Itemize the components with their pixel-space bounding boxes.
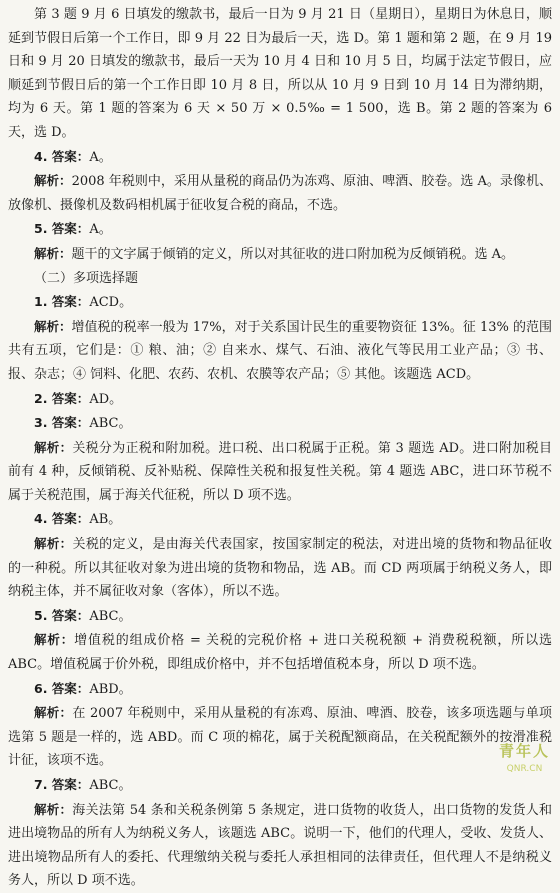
analysis-paragraph (8, 436, 552, 508)
analysis-paragraph (8, 169, 552, 217)
analysis-text: 关税的定义，是由海关代表国家，按国家制定的税法，对进出境的货物和物品征收的一种税。所以其征收对象为进出境的货物和物品，选 AB。而 CD 两项属于纳税义务人，即纳税主体，并不属征收对象（客体），所以不选。 (8, 537, 552, 600)
answer-line (8, 604, 552, 629)
answer-value: AB。 (89, 512, 122, 528)
answer-line (8, 677, 552, 702)
analysis-label: 解析： (34, 705, 73, 721)
watermark-logo-text: 青年人 (498, 742, 550, 761)
analysis-label: 解析： (34, 536, 73, 552)
analysis-text: 2008 年税则中，采用从量税的商品仍为冻鸡、原油、啤酒、胶卷。选 A。录像机、放像机、摄像机及数码相机属于征收复合税的商品，不选。 (8, 174, 552, 213)
answer-line (8, 507, 552, 532)
answer-value: A。 (89, 222, 112, 238)
answer-line (8, 387, 552, 412)
answer-value: A。 (89, 149, 112, 165)
answer-label: 5. 答案： (34, 607, 90, 623)
analysis-label: 解析： (34, 245, 72, 261)
answer-line (8, 145, 552, 170)
answer-label: 1. 答案： (34, 294, 90, 310)
analysis-label: 解析： (34, 632, 75, 648)
answer-line (8, 290, 552, 315)
analysis-text: 在 2007 年税则中，采用从量税的有冻鸡、原油、啤酒、胶卷，该多项选题与单项选第 5 题是一样的，选 ABD。而 C 项的棉花，属于关税配额商品，在关税配额外的按滑准税计征，该项不选。 (8, 706, 552, 769)
analysis-paragraph (8, 701, 552, 773)
analysis-text: 关税分为正税和附加税。进口税、出口税属于正税。第 3 题选 AD。进口附加税目前有 4 种，反倾销税、反补贴税、保障性关税和报复性关税。第 4 题选 ABC，进口环节税不属于关税范围，属于海关代征税，所以 D 项不选。 (8, 440, 552, 503)
answer-label: 5. 答案： (34, 221, 90, 237)
analysis-label: 解析： (34, 173, 72, 189)
answer-value: ABC。 (89, 778, 132, 793)
paragraph-intro: 第 3 题 9 月 6 日填发的缴款书，最后一日为 9 月 21 日（星期日），星期日为休息日，顺延到节假日后第一个工作日，即 9 月 22 日为最后一天，选 D。第 1 题和第 2 题，在 9 月 19 日和 9 月 20 日填发的缴款书，最后一天为 10 月 4 日和 10 月 5 日，均属于法定节假日，应顺延到节假日后的第一个工作日即 10 月 8 日，所以从 10 月 9 日到 10 月 14 日为滞纳期，均为 6 天。第 1 题的答案为 6 天 × 50 万 × 0.5‰ = 1 500，选 B。第 2 题的答案为 6 天，选 D。 (8, 7, 552, 140)
answer-line (8, 773, 552, 798)
answer-label: 6. 答案： (34, 680, 90, 696)
analysis-paragraph (8, 532, 552, 604)
answer-value: ABD。 (89, 681, 132, 697)
answer-line (8, 217, 552, 242)
analysis-label: 解析： (34, 439, 73, 455)
answer-label: 3. 答案： (34, 415, 90, 431)
analysis-text: 题干的文字属于倾销的定义，所以对其征收的进口附加税为反倾销税。选 A。 (71, 246, 515, 262)
analysis-paragraph (8, 315, 552, 387)
document-page (8, 3, 552, 893)
answer-value: ABC。 (89, 416, 132, 432)
answer-label: 7. 答案： (34, 777, 90, 792)
analysis-label: 解析： (34, 318, 72, 334)
analysis-text: 增值税的组成价格 = 关税的完税价格 + 进口关税税额 + 消费税税额，所以选 ABC。增值税属于价外税，即组成价格中，并不包括增值税本身，所以 D 项不选。 (8, 633, 552, 673)
answer-label: 4. 答案： (34, 148, 90, 164)
answer-value: ABC。 (89, 608, 132, 624)
answer-line (8, 411, 552, 436)
section-heading: （二）多项选择题 (34, 270, 139, 286)
answer-value: ACD。 (89, 295, 133, 311)
analysis-label: 解析： (34, 801, 73, 817)
answer-label: 4. 答案： (34, 511, 90, 527)
site-watermark (499, 740, 550, 774)
analysis-text: 海关法第 54 条和关税条例第 5 条规定，进口货物的收货人，出口货物的发货人和进出境物品的所有人为纳税义务人，该题选 ABC。说明一下，他们的代理人，受收、发货人、进出境物品所有人的委托、代理缴纳关税与委托人承担相同的法律责任，但代理人不是纳税义务人，所以 D 项不选。 (8, 802, 552, 889)
answer-label: 2. 答案： (34, 390, 90, 406)
analysis-paragraph (8, 242, 552, 267)
answer-value: AD。 (89, 391, 123, 407)
analysis-text: 增值税的税率一般为 17%，对于关系国计民生的重要物资征 13%。征 13% 的范围共有五项，它们是：① 粮、油；② 自来水、煤气、石油、液化气等民用工业产品；③ 书、报、杂志；④ 饲料、化肥、农药、农机、农膜等农产品；⑤ 其他。该题选 ACD。 (8, 319, 552, 382)
analysis-paragraph (8, 628, 552, 676)
analysis-paragraph (8, 798, 552, 893)
watermark-url: QNR.CN (506, 764, 543, 774)
